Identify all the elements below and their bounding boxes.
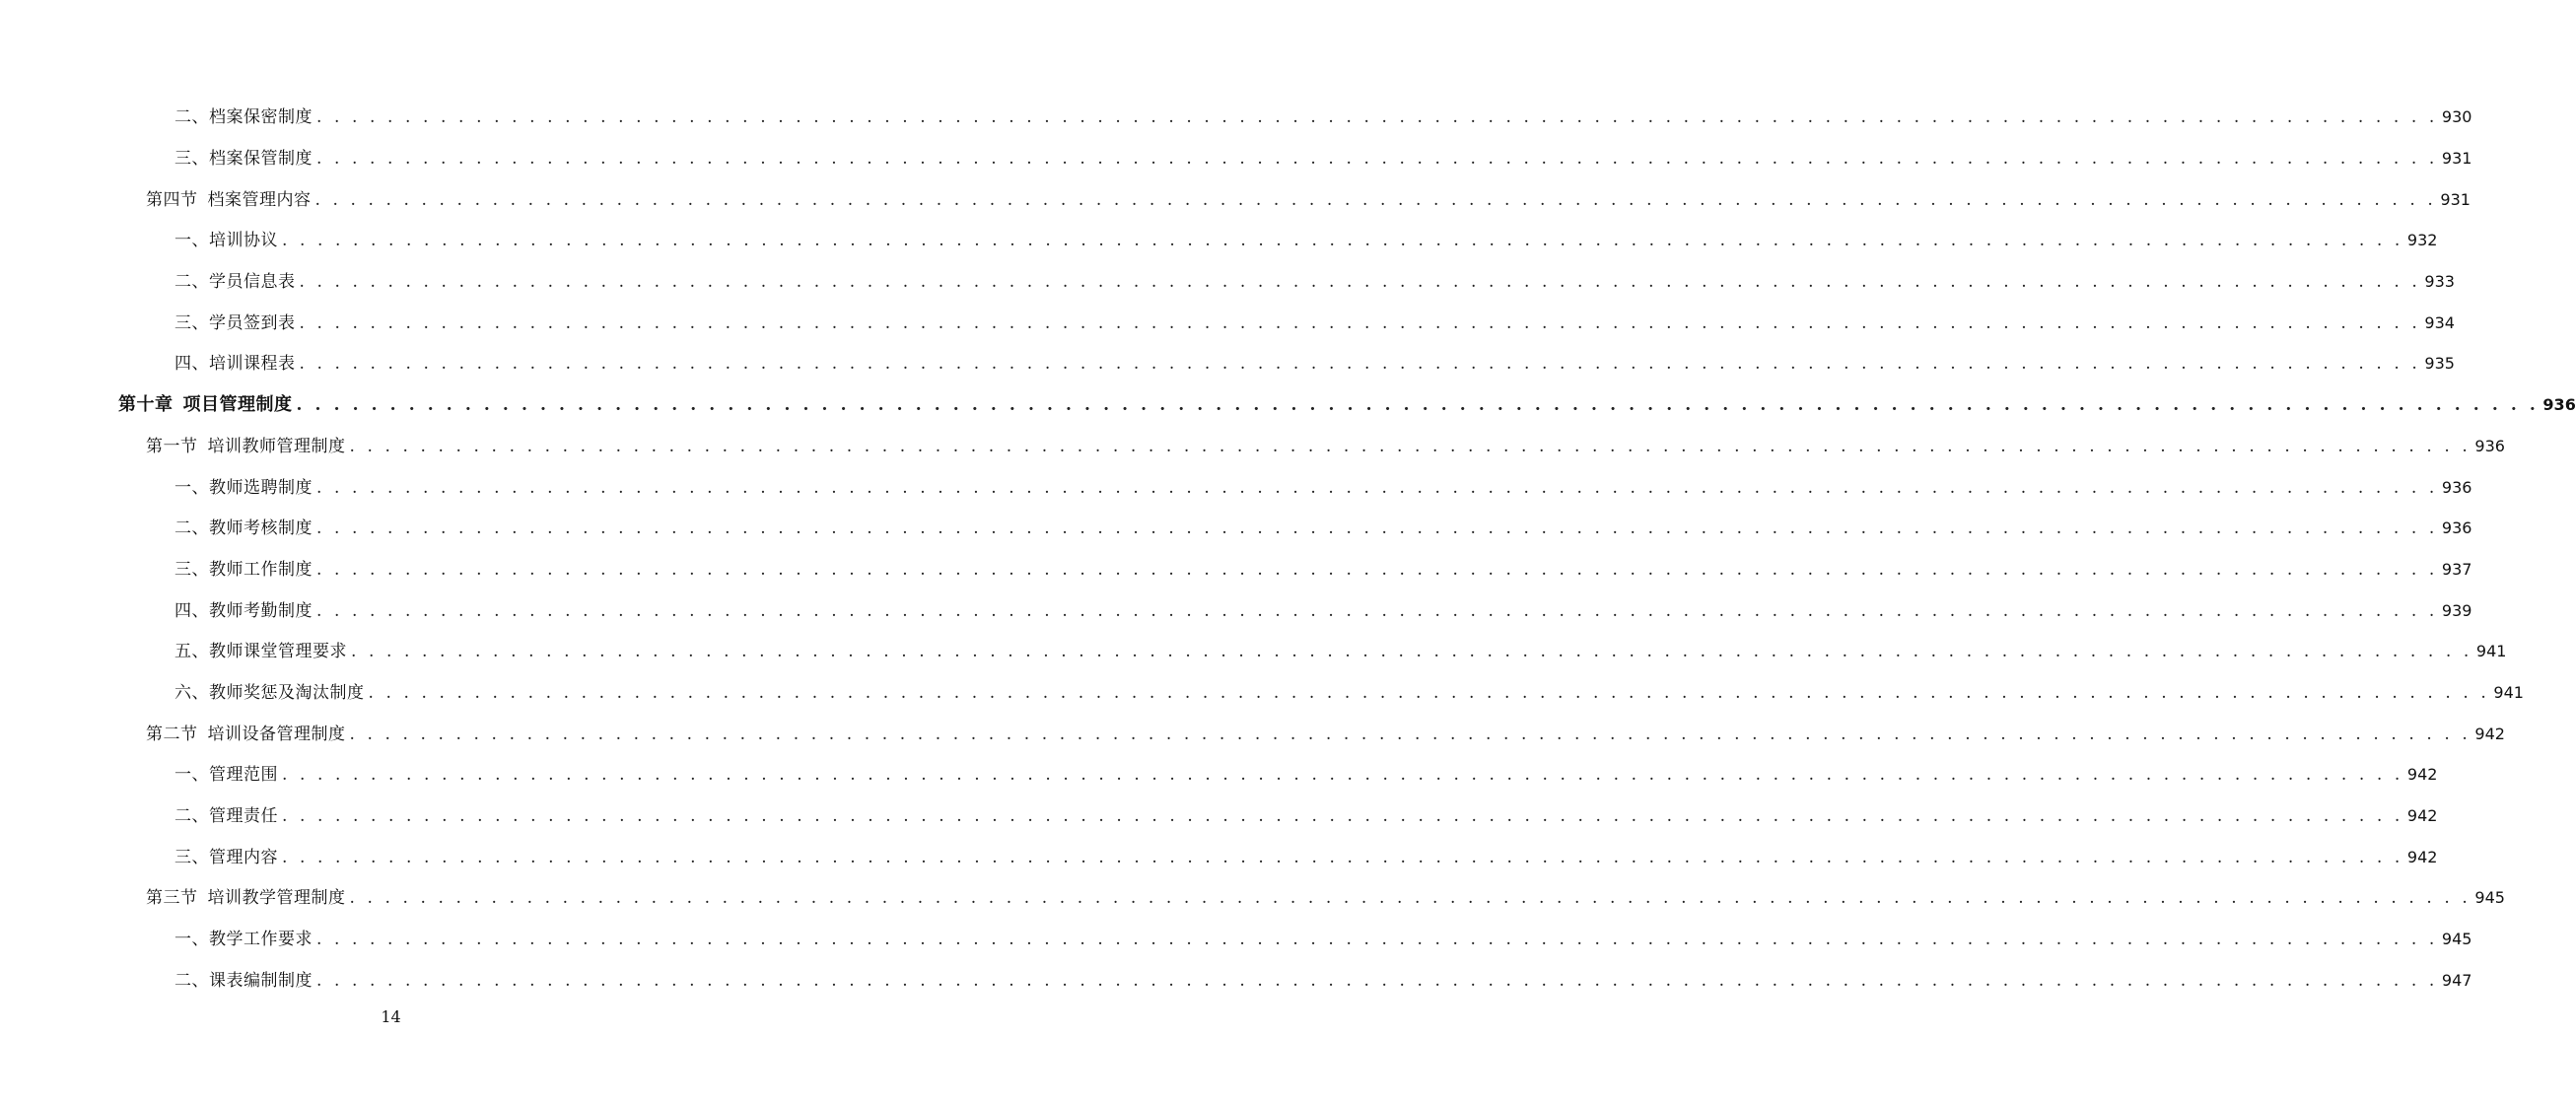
toc-entry-page: 935 <box>2424 354 2455 374</box>
dot-leader: . . . . . . . . . . . . . . . . . . . . . . . . . . . . . . . . . . . . . . . . . . . . . . . . . . . . . . . . . . . . . . . . . . . . . . . . . . . . . . . . . . . . . . . . . . . . . . . . . . . . . . . . . . . . . . . . . . . . . . . . <box>349 724 2472 744</box>
toc-entry-title <box>174 966 313 991</box>
toc-entry-item[interactable] <box>0 957 2472 999</box>
toc-entry-text: 二、档案保密制度 <box>174 107 313 128</box>
toc-entry-line <box>174 925 2472 950</box>
toc-entry-page: 937 <box>2441 559 2472 579</box>
toc-entry-line <box>174 596 2472 621</box>
toc-entry-item[interactable] <box>0 218 2438 259</box>
toc-entry-item[interactable] <box>0 136 2472 177</box>
toc-entry-page: 945 <box>2474 888 2505 908</box>
toc-entry-line <box>174 637 2507 662</box>
dot-leader: . . . . . . . . . . . . . . . . . . . . . . . . . . . . . . . . . . . . . . . . . . . . . . . . . . . . . . . . . . . . . . . . . . . . . . . . . . . . . . . . . . . . . . . . . . . . . . . . . . . . . . . . . . . . . . . . . . . . . . . . <box>316 600 2438 621</box>
toc-entry-title <box>174 596 313 621</box>
toc-entry-line <box>174 473 2472 498</box>
toc-entry-line <box>146 720 2505 744</box>
toc-entry-title <box>174 514 313 538</box>
toc-entry-item[interactable] <box>0 506 2472 547</box>
toc-entry-text: 五、教师课堂管理要求 <box>174 642 347 662</box>
toc-entry-page: 933 <box>2424 272 2455 292</box>
toc-entry-page: 941 <box>2493 682 2524 702</box>
toc-entry-page: 932 <box>2406 231 2438 250</box>
toc-entry-text: 三、教师工作制度 <box>174 559 313 580</box>
dot-leader: . . . . . . . . . . . . . . . . . . . . . . . . . . . . . . . . . . . . . . . . . . . . . . . . . . . . . . . . . . . . . . . . . . . . . . . . . . . . . . . . . . . . . . . . . . . . . . . . . . . . . . . . . . . . . . . . . . . . . . . . <box>282 806 2403 827</box>
toc-entry-text: 档案管理内容 <box>207 189 312 210</box>
toc-entry-text: 培训教师管理制度 <box>207 436 346 456</box>
toc-entry-page: 942 <box>2406 806 2438 826</box>
toc-entry-item[interactable] <box>0 300 2455 341</box>
dot-leader: . . . . . . . . . . . . . . . . . . . . . . . . . . . . . . . . . . . . . . . . . . . . . . . . . . . . . . . . . . . . . . . . . . . . . . . . . . . . . . . . . . . . . . . . . . . . . . . . . . . . . . . . . . . . . . . . . . . . . . . . <box>316 107 2438 128</box>
page-number: 14 <box>381 1007 401 1026</box>
toc-entry-line <box>174 555 2472 580</box>
dot-leader: . . . . . . . . . . . . . . . . . . . . . . . . . . . . . . . . . . . . . . . . . . . . . . . . . . . . . . . . . . . . . . . . . . . . . . . . . . . . . . . . . . . . . . . . . . . . . . . . . . . . . . . . . . . . . . . . . . . . . . . . <box>282 847 2403 867</box>
toc-entry-title <box>174 267 296 292</box>
toc-entry-line <box>174 309 2455 333</box>
toc-entry-text: 六、教师奖惩及淘汰制度 <box>174 682 365 703</box>
toc-entry-label: 第十章 <box>118 393 174 415</box>
dot-leader: . . . . . . . . . . . . . . . . . . . . . . . . . . . . . . . . . . . . . . . . . . . . . . . . . . . . . . . . . . . . . . . . . . . . . . . . . . . . . . . . . . . . . . . . . . . . . . . . . . . . . . . . . . . . . . . . . . . . . . . . <box>316 930 2438 950</box>
toc-entry-title <box>174 637 347 661</box>
toc-entry-line <box>146 883 2505 909</box>
toc-entry-title <box>174 349 296 374</box>
toc-entry-item[interactable] <box>0 259 2455 301</box>
toc-entry-title <box>174 144 313 169</box>
toc-entry-title <box>174 801 278 826</box>
toc-entry-item[interactable] <box>0 794 2438 835</box>
toc-entry-title <box>174 103 313 127</box>
toc-entry-item[interactable] <box>0 752 2438 794</box>
toc-entry-line <box>146 432 2505 456</box>
toc-entry-text: 二、学员信息表 <box>174 272 296 293</box>
toc-entry-line <box>174 966 2472 991</box>
toc-entry-chapter[interactable] <box>0 382 2576 424</box>
dot-leader: . . . . . . . . . . . . . . . . . . . . . . . . . . . . . . . . . . . . . . . . . . . . . . . . . . . . . . . . . . . . . . . . . . . . . . . . . . . . . . . . . . . . . . . . . . . . . . . . . . . . . . . . . . . . . . . . . . . . . . . . <box>316 149 2438 170</box>
toc-entry-item[interactable] <box>0 670 2524 712</box>
toc-entry-text: 二、管理责任 <box>174 806 278 827</box>
toc-entry-text: 一、教师选聘制度 <box>174 477 313 498</box>
toc-entry-line <box>174 843 2438 867</box>
toc-entry-text: 四、培训课程表 <box>174 354 296 375</box>
toc-entry-title <box>146 185 312 210</box>
toc-entry-line <box>118 390 2576 416</box>
toc-entry-title <box>174 226 278 250</box>
toc-entry-section[interactable] <box>0 875 2505 917</box>
toc-entry-line <box>174 226 2438 251</box>
toc-entry-page: 936 <box>2441 477 2472 497</box>
toc-entry-page: 934 <box>2424 312 2455 332</box>
toc-entry-item[interactable] <box>0 341 2455 382</box>
toc-entry-title <box>146 883 346 908</box>
toc-entry-line <box>174 678 2524 703</box>
toc-entry-item[interactable] <box>0 629 2507 670</box>
toc-entry-section[interactable] <box>0 176 2471 218</box>
toc-entry-text: 培训教学管理制度 <box>207 888 346 909</box>
dot-leader: . . . . . . . . . . . . . . . . . . . . . . . . . . . . . . . . . . . . . . . . . . . . . . . . . . . . . . . . . . . . . . . . . . . . . . . . . . . . . . . . . . . . . . . . . . . . . . . . . . . . . . . . . . . . . . . . . . . . . . . . <box>299 354 2421 375</box>
toc-entry-text: 三、档案保管制度 <box>174 149 313 170</box>
toc-entry-section[interactable] <box>0 424 2505 465</box>
toc-entry-text: 二、教师考核制度 <box>174 518 313 539</box>
toc-entry-page: 942 <box>2474 724 2505 743</box>
dot-leader: . . . . . . . . . . . . . . . . . . . . . . . . . . . . . . . . . . . . . . . . . . . . . . . . . . . . . . . . . . . . . . . . . . . . . . . . . . . . . . . . . . . . . . . . . . . . . . . . . . . . . . . . . . . . . . . . . . . . . . . . <box>349 436 2472 456</box>
toc-entry-title <box>174 843 278 867</box>
toc-entry-line <box>174 103 2472 128</box>
toc-entry-item[interactable] <box>0 464 2472 506</box>
toc-entry-page: 941 <box>2475 642 2507 661</box>
dot-leader: . . . . . . . . . . . . . . . . . . . . . . . . . . . . . . . . . . . . . . . . . . . . . . . . . . . . . . . . . . . . . . . . . . . . . . . . . . . . . . . . . . . . . . . . . . . . . . . . . . . . . . . . . . . . . . . . . . . . . . . . <box>296 394 2540 415</box>
toc-entry-item[interactable] <box>0 95 2472 136</box>
toc-entry-text: 培训设备管理制度 <box>207 724 346 744</box>
toc-entry-page: 930 <box>2441 107 2472 127</box>
toc-entry-text: 三、管理内容 <box>174 847 278 867</box>
toc-entry-title <box>174 678 365 703</box>
dot-leader: . . . . . . . . . . . . . . . . . . . . . . . . . . . . . . . . . . . . . . . . . . . . . . . . . . . . . . . . . . . . . . . . . . . . . . . . . . . . . . . . . . . . . . . . . . . . . . . . . . . . . . . . . . . . . . . . . . . . . . . . <box>316 518 2438 539</box>
dot-leader: . . . . . . . . . . . . . . . . . . . . . . . . . . . . . . . . . . . . . . . . . . . . . . . . . . . . . . . . . . . . . . . . . . . . . . . . . . . . . . . . . . . . . . . . . . . . . . . . . . . . . . . . . . . . . . . . . . . . . . . . <box>316 559 2438 580</box>
toc-entry-line <box>174 349 2455 375</box>
toc-entry-page: 931 <box>2440 189 2471 209</box>
toc-entry-text: 项目管理制度 <box>182 393 293 415</box>
toc-entry-text: 一、管理范围 <box>174 765 278 786</box>
toc-entry-line <box>174 267 2455 293</box>
dot-leader: . . . . . . . . . . . . . . . . . . . . . . . . . . . . . . . . . . . . . . . . . . . . . . . . . . . . . . . . . . . . . . . . . . . . . . . . . . . . . . . . . . . . . . . . . . . . . . . . . . . . . . . . . . . . . . . . . . . . . . . . <box>299 312 2421 333</box>
toc-entry-label: 第三节 <box>146 888 198 909</box>
toc-entry-page: 942 <box>2406 847 2438 866</box>
toc-entry-page: 931 <box>2441 149 2472 169</box>
toc-entry-item[interactable] <box>0 588 2472 629</box>
toc-entry-line <box>146 185 2471 210</box>
toc-entry-page: 936 <box>2474 436 2505 455</box>
table-of-contents <box>0 95 2576 999</box>
dot-leader: . . . . . . . . . . . . . . . . . . . . . . . . . . . . . . . . . . . . . . . . . . . . . . . . . . . . . . . . . . . . . . . . . . . . . . . . . . . . . . . . . . . . . . . . . . . . . . . . . . . . . . . . . . . . . . . . . . . . . . . . <box>349 888 2472 909</box>
toc-entry-page: 947 <box>2441 970 2472 990</box>
toc-entry-title <box>174 555 313 580</box>
toc-entry-line <box>174 801 2438 827</box>
toc-entry-title <box>174 925 313 949</box>
toc-entry-title <box>146 720 346 744</box>
toc-entry-page: 936 <box>2542 394 2576 414</box>
toc-entry-text: 一、培训协议 <box>174 231 278 251</box>
dot-leader: . . . . . . . . . . . . . . . . . . . . . . . . . . . . . . . . . . . . . . . . . . . . . . . . . . . . . . . . . . . . . . . . . . . . . . . . . . . . . . . . . . . . . . . . . . . . . . . . . . . . . . . . . . . . . . . . . . . . . . . . <box>299 272 2421 293</box>
toc-entry-text: 二、课表编制制度 <box>174 970 313 991</box>
toc-entry-title <box>118 390 293 416</box>
toc-entry-section[interactable] <box>0 711 2505 752</box>
toc-entry-line <box>174 514 2472 539</box>
toc-entry-page: 945 <box>2441 930 2472 949</box>
toc-entry-item[interactable] <box>0 834 2438 875</box>
toc-entry-title <box>174 309 296 333</box>
toc-entry-page: 939 <box>2441 600 2472 620</box>
dot-leader: . . . . . . . . . . . . . . . . . . . . . . . . . . . . . . . . . . . . . . . . . . . . . . . . . . . . . . . . . . . . . . . . . . . . . . . . . . . . . . . . . . . . . . . . . . . . . . . . . . . . . . . . . . . . . . . . . . . . . . . . <box>314 189 2437 210</box>
dot-leader: . . . . . . . . . . . . . . . . . . . . . . . . . . . . . . . . . . . . . . . . . . . . . . . . . . . . . . . . . . . . . . . . . . . . . . . . . . . . . . . . . . . . . . . . . . . . . . . . . . . . . . . . . . . . . . . . . . . . . . . . <box>282 231 2403 251</box>
toc-entry-label: 第四节 <box>146 189 198 210</box>
toc-entry-text: 四、教师考勤制度 <box>174 600 313 621</box>
dot-leader: . . . . . . . . . . . . . . . . . . . . . . . . . . . . . . . . . . . . . . . . . . . . . . . . . . . . . . . . . . . . . . . . . . . . . . . . . . . . . . . . . . . . . . . . . . . . . . . . . . . . . . . . . . . . . . . . . . . . . . . . <box>282 765 2403 786</box>
dot-leader: . . . . . . . . . . . . . . . . . . . . . . . . . . . . . . . . . . . . . . . . . . . . . . . . . . . . . . . . . . . . . . . . . . . . . . . . . . . . . . . . . . . . . . . . . . . . . . . . . . . . . . . . . . . . . . . . . . . . . . . . <box>351 642 2472 662</box>
toc-entry-item[interactable] <box>0 547 2472 588</box>
toc-entry-page: 936 <box>2441 518 2472 538</box>
dot-leader: . . . . . . . . . . . . . . . . . . . . . . . . . . . . . . . . . . . . . . . . . . . . . . . . . . . . . . . . . . . . . . . . . . . . . . . . . . . . . . . . . . . . . . . . . . . . . . . . . . . . . . . . . . . . . . . . . . . . . . . . <box>316 477 2438 498</box>
toc-entry-page: 942 <box>2406 765 2438 785</box>
toc-entry-title <box>174 473 313 498</box>
toc-entry-line <box>174 144 2472 170</box>
toc-entry-label: 第二节 <box>146 724 198 744</box>
toc-entry-text: 三、学员签到表 <box>174 312 296 333</box>
dot-leader: . . . . . . . . . . . . . . . . . . . . . . . . . . . . . . . . . . . . . . . . . . . . . . . . . . . . . . . . . . . . . . . . . . . . . . . . . . . . . . . . . . . . . . . . . . . . . . . . . . . . . . . . . . . . . . . . . . . . . . . . <box>316 970 2438 991</box>
toc-entry-text: 一、教学工作要求 <box>174 930 313 950</box>
toc-entry-label: 第一节 <box>146 436 198 456</box>
toc-entry-item[interactable] <box>0 917 2472 958</box>
toc-entry-line <box>174 760 2438 786</box>
dot-leader: . . . . . . . . . . . . . . . . . . . . . . . . . . . . . . . . . . . . . . . . . . . . . . . . . . . . . . . . . . . . . . . . . . . . . . . . . . . . . . . . . . . . . . . . . . . . . . . . . . . . . . . . . . . . . . . . . . . . . . . . <box>368 682 2490 703</box>
toc-entry-title <box>174 760 278 785</box>
toc-entry-title <box>146 432 346 456</box>
